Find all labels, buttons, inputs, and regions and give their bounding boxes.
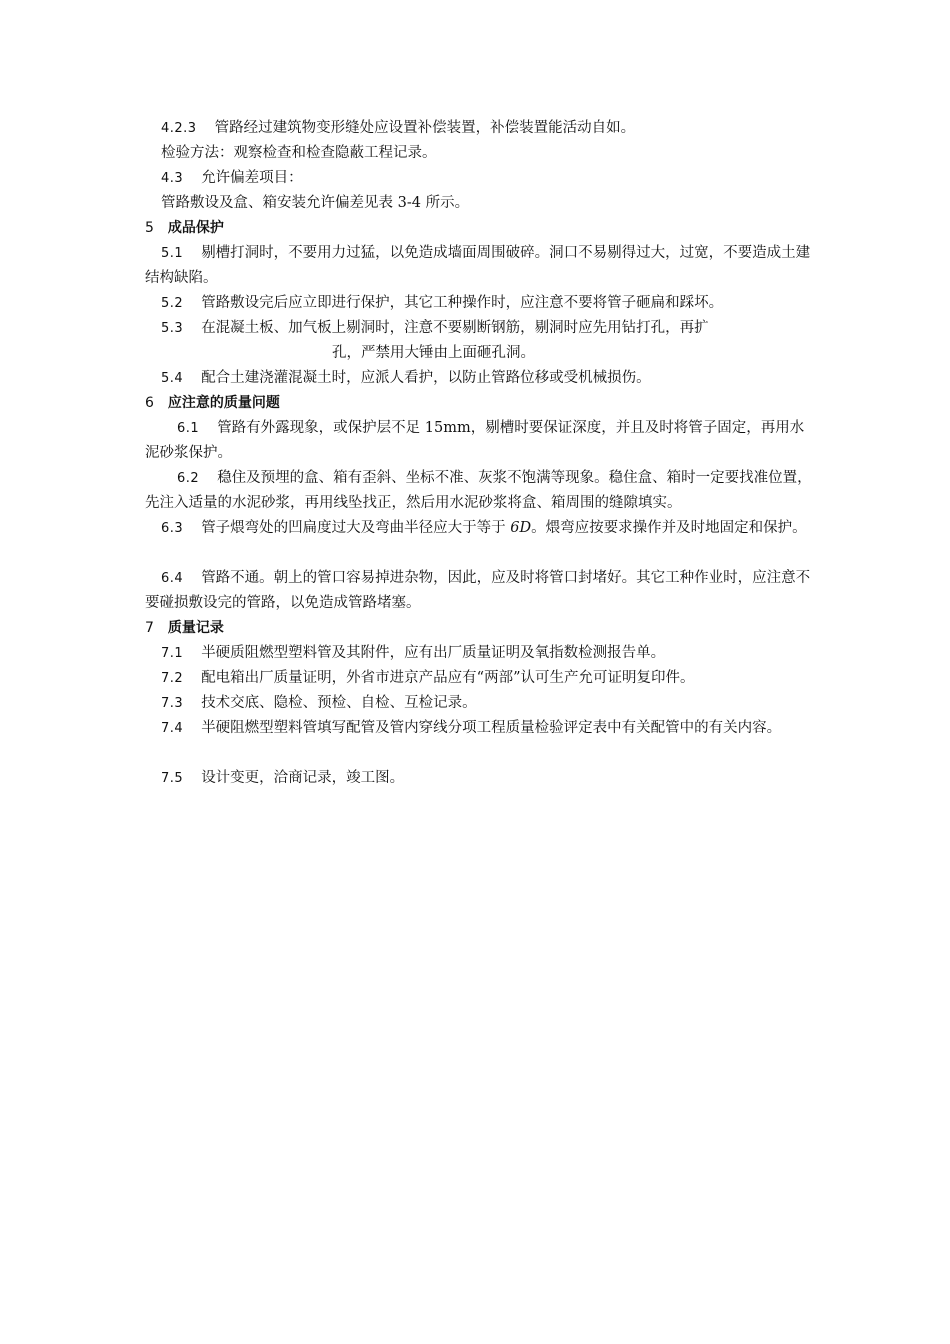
para-7-1 xyxy=(145,641,817,666)
para-4-3-note xyxy=(145,191,817,216)
para-4-2-3 xyxy=(145,116,817,141)
clause-text: 管路敷设及盒、箱安装允许偏差见表 3-4 所示。 xyxy=(161,195,470,211)
clause-text: 剔槽打洞时，不要用力过猛，以免造成墙面周围破碎。洞口不易剔得过大，过宽，不要造成土建结构缺陷。 xyxy=(145,245,811,286)
para-6-1 xyxy=(145,416,817,466)
clause-text: 半硬阻燃型塑料管填写配管及管内穿线分项工程质量检验评定表中有关配管中的有关内容。 xyxy=(201,720,782,736)
section-heading-7 xyxy=(145,616,817,641)
section-heading-6 xyxy=(145,391,817,416)
clause-text: 管路经过建筑物变形缝处应设置补偿装置，补偿装置能活动自如。 xyxy=(214,120,636,136)
para-5-4 xyxy=(145,366,817,391)
para-5-1 xyxy=(145,241,817,291)
section-heading-5 xyxy=(145,216,817,241)
clause-text: 技术交底、隐检、预检、自检、互检记录。 xyxy=(201,695,477,711)
clause-text: 稳住及预埋的盒、箱有歪斜、坐标不准、灰浆不饱满等现象。稳住盒、箱时一定要找准位置，先注入适量的水泥砂浆，再用线坠找正，然后用水泥砂浆将盒、箱周围的缝隙填实。 xyxy=(145,470,812,511)
clause-text: 孔，严禁用大锤由上面砸孔洞。 xyxy=(332,345,535,361)
clause-symbol: 6D xyxy=(510,520,532,536)
clause-number: 4.2.3 xyxy=(161,121,197,136)
clause-text: 。煨弯应按要求操作并及时地固定和保护。 xyxy=(531,520,807,536)
para-4-3 xyxy=(145,166,817,191)
clause-number: 6.2 xyxy=(177,471,200,486)
clause-text: 配合土建浇灌混凝土时，应派人看护，以防止管路位移或受机械损伤。 xyxy=(201,370,651,386)
clause-text: 允许偏差项目： xyxy=(201,170,303,186)
section-title: 成品保护 xyxy=(167,220,224,236)
clause-number: 6.1 xyxy=(177,421,200,436)
clause-number: 5.3 xyxy=(161,321,184,336)
clause-number: 5.4 xyxy=(161,371,184,386)
clause-number: 7.5 xyxy=(161,771,184,786)
clause-number: 6.4 xyxy=(161,571,184,586)
para-5-2 xyxy=(145,291,817,316)
clause-number: 7.3 xyxy=(161,696,184,711)
clause-text: 管子煨弯处的凹扁度过大及弯曲半径应大于等于 xyxy=(201,520,511,536)
clause-text: 管路敷设完后应立即进行保护，其它工种操作时，应注意不要将管子砸扁和踩坏。 xyxy=(201,295,724,311)
para-7-3 xyxy=(145,691,817,716)
clause-number: 5.1 xyxy=(161,246,184,261)
section-number: 5 xyxy=(145,220,154,236)
clause-text: 配电箱出厂质量证明，外省市进京产品应有“两部”认可生产允可证明复印件。 xyxy=(201,670,695,686)
para-6-4 xyxy=(145,566,817,616)
clause-number: 7.4 xyxy=(161,721,184,736)
clause-number: 4.3 xyxy=(161,171,184,186)
para-7-4 xyxy=(145,716,817,741)
para-6-2 xyxy=(145,466,817,516)
clause-text: 设计变更，洽商记录，竣工图。 xyxy=(201,770,405,786)
clause-text: 管路有外露现象，或保护层不足 15mm，剔槽时要保证深度，并且及时将管子固定，再用水泥砂浆保护。 xyxy=(145,420,805,461)
clause-text: 半硬质阻燃型塑料管及其附件，应有出厂质量证明及氧指数检测报告单。 xyxy=(201,645,666,661)
clause-text: 检验方法：观察检查和检查隐蔽工程记录。 xyxy=(161,145,437,161)
section-title: 质量记录 xyxy=(167,620,224,636)
section-number: 7 xyxy=(145,620,154,636)
clause-number: 6.3 xyxy=(161,521,184,536)
clause-text: 在混凝土板、加气板上剔洞时，注意不要剔断钢筋，剔洞时应先用钻打孔，再扩 xyxy=(201,320,709,336)
section-number: 6 xyxy=(145,395,154,411)
para-5-3 xyxy=(145,316,817,341)
para-7-5 xyxy=(145,766,817,791)
para-6-3 xyxy=(145,516,817,541)
para-5-3-continuation xyxy=(332,341,535,366)
section-title: 应注意的质量问题 xyxy=(167,395,280,411)
clause-number: 5.2 xyxy=(161,296,184,311)
para-inspection-method xyxy=(145,141,817,166)
clause-text: 管路不通。朝上的管口容易掉进杂物，因此，应及时将管口封堵好。其它工种作业时，应注意不要碰损敷设完的管路，以免造成管路堵塞。 xyxy=(145,570,811,611)
para-7-2 xyxy=(145,666,817,691)
clause-number: 7.2 xyxy=(161,671,184,686)
clause-number: 7.1 xyxy=(161,646,184,661)
